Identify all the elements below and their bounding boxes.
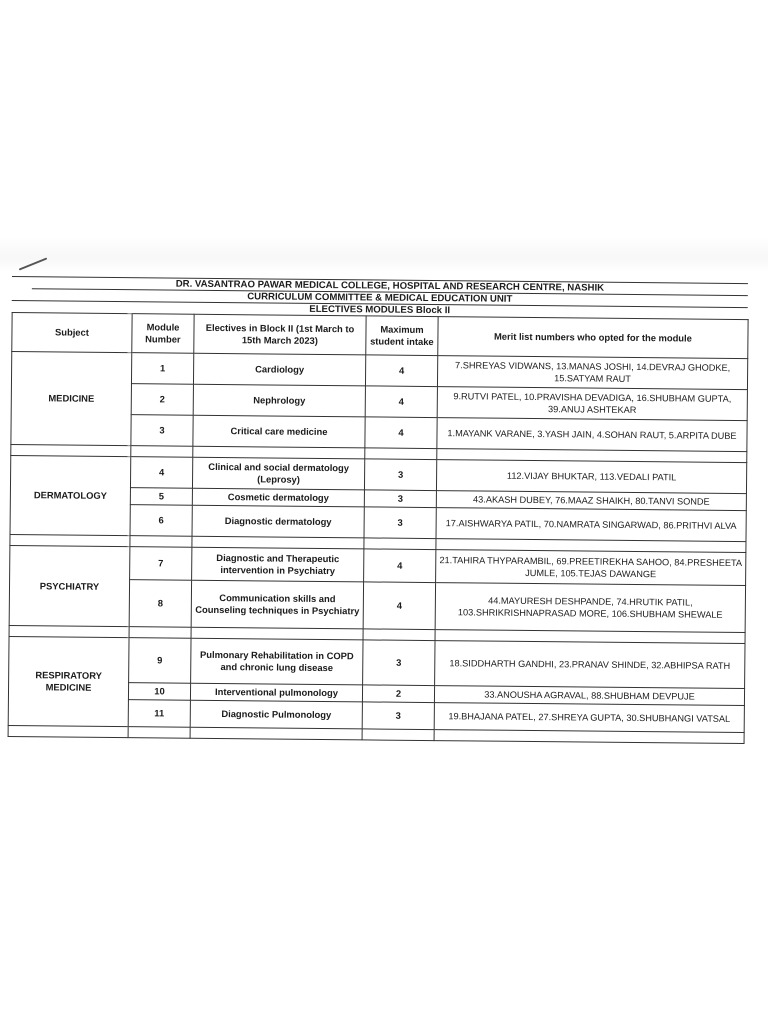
empty-cell <box>131 446 193 458</box>
document-title: ELECTIVES MODULES Block II <box>309 303 451 317</box>
elective-cell: Nephrology <box>193 384 365 417</box>
merit-list-cell: 9.RUTVI PATEL, 10.PRAVISHA DEVADIGA, 16.SHUBHAM GUPTA, 39.ANUJ ASHTEKAR <box>437 387 747 421</box>
elective-cell: Diagnostic and Therapeutic intervention in Psychiatry <box>192 547 364 582</box>
empty-cell <box>365 448 437 460</box>
elective-cell: Communication skills and Counseling techniques in Psychiatry <box>191 580 363 629</box>
intake-cell: 4 <box>363 582 435 630</box>
empty-cell <box>130 536 192 548</box>
elective-cell: Diagnostic Pulmonology <box>190 700 362 729</box>
module-number-cell: 5 <box>130 488 192 506</box>
elective-cell: Cardiology <box>193 353 365 386</box>
intake-cell: 4 <box>365 417 437 449</box>
elective-cell: Clinical and social dermatology (Leprosy) <box>192 457 364 490</box>
empty-cell <box>364 538 436 550</box>
intake-cell: 2 <box>362 685 434 703</box>
document-sheet <box>8 276 748 744</box>
module-number-cell: 3 <box>131 415 193 447</box>
col-module-number: Module Number <box>132 314 194 354</box>
merit-list-cell: 112.VIJAY BHUKTAR, 113.VEDALI PATIL <box>436 460 746 494</box>
intake-cell: 3 <box>362 702 434 730</box>
empty-cell <box>362 729 434 741</box>
merit-list-cell: 19.BHAJANA PATEL, 27.SHREYA GUPTA, 30.SHUBHANGI VATSAL <box>434 703 744 733</box>
module-number-cell: 1 <box>131 353 193 385</box>
subject-cell: RESPIRATORY MEDICINE <box>8 636 129 726</box>
intake-cell: 3 <box>364 459 436 491</box>
module-number-cell: 2 <box>131 384 193 416</box>
col-merit: Merit list numbers who opted for the module <box>438 317 748 359</box>
intake-cell: 4 <box>364 549 436 583</box>
merit-list-cell: 21.TAHIRA THYPARAMBIL, 69.PREETIREKHA SAHOO, 84.PRESHEETA JUMLE, 105.TEJAS DAWANGE <box>436 550 746 586</box>
empty-cell <box>129 627 191 639</box>
merit-list-cell: 7.SHREYAS VIDWANS, 13.MANAS JOSHI, 14.DEVRAJ GHODKE, 15.SATYAM RAUT <box>437 356 747 390</box>
empty-cell <box>128 727 190 739</box>
empty-cell <box>363 629 435 641</box>
module-number-cell: 11 <box>128 700 190 728</box>
subject-cell: PSYCHIATRY <box>9 545 130 626</box>
merit-list-cell: 17.AISHWARYA PATIL, 70.NAMRATA SINGARWAD, 86.PRITHVI ALVA <box>436 508 746 542</box>
merit-list-cell: 44.MAYURESH DESHPANDE, 74.HRUTIK PATIL, 103.SHRIKRISHNAPRASAD MORE, 106.SHUBHAM SHEWALE <box>435 583 745 633</box>
intake-cell: 4 <box>365 386 437 418</box>
intake-cell: 3 <box>364 507 436 539</box>
elective-cell: Cosmetic dermatology <box>192 488 364 507</box>
empty-cell <box>190 727 362 740</box>
empty-cell <box>8 725 128 737</box>
merit-list-cell: 43.AKASH DUBEY, 76.MAAZ SHAIKH, 80.TANVI SONDE <box>436 491 746 511</box>
col-electives: Electives in Block II (1st March to 15th March 2023) <box>194 314 366 355</box>
intake-cell: 4 <box>365 355 437 387</box>
institution-title: DR. VASANTRAO PAWAR MEDICAL COLLEGE, HOSPITAL AND RESEARCH CENTRE, NASHIK <box>32 277 748 296</box>
elective-cell: Pulmonary Rehabilitation in COPD and chronic lung disease <box>191 638 363 685</box>
electives-table <box>8 312 749 744</box>
merit-list-cell: 18.SIDDHARTH GANDHI, 23.PRANAV SHINDE, 32.ABHIPSA RATH <box>435 641 745 689</box>
subject-cell: MEDICINE <box>11 352 132 446</box>
table-row <box>9 636 745 688</box>
module-number-cell: 8 <box>129 580 191 628</box>
module-number-cell: 10 <box>128 683 190 701</box>
subject-cell: DERMATOLOGY <box>10 455 131 535</box>
module-number-cell: 4 <box>130 457 192 489</box>
elective-cell: Interventional pulmonology <box>190 683 362 702</box>
module-number-cell: 9 <box>129 638 191 684</box>
module-number-cell: 7 <box>130 547 192 581</box>
table-row <box>11 352 747 390</box>
elective-cell: Critical care medicine <box>193 415 365 448</box>
module-number-cell: 6 <box>130 505 192 537</box>
table-body <box>8 352 748 744</box>
merit-list-cell: 1.MAYANK VARANE, 3.YASH JAIN, 4.SOHAN RAUT, 5.ARPITA DUBE <box>437 418 747 452</box>
table-row <box>10 455 746 493</box>
scan-shadow <box>0 236 768 272</box>
elective-cell: Diagnostic dermatology <box>192 505 364 538</box>
table-row <box>10 545 746 585</box>
col-intake: Maximum student intake <box>366 316 438 356</box>
empty-cell <box>434 730 744 744</box>
committee-title: CURRICULUM COMMITTEE & MEDICAL EDUCATION UNIT <box>12 289 748 308</box>
intake-cell: 3 <box>364 490 436 508</box>
merit-list-cell: 33.ANOUSHA AGRAVAL, 88.SHUBHAM DEVPUJE <box>434 686 744 706</box>
intake-cell: 3 <box>363 640 435 686</box>
col-subject: Subject <box>12 313 132 353</box>
